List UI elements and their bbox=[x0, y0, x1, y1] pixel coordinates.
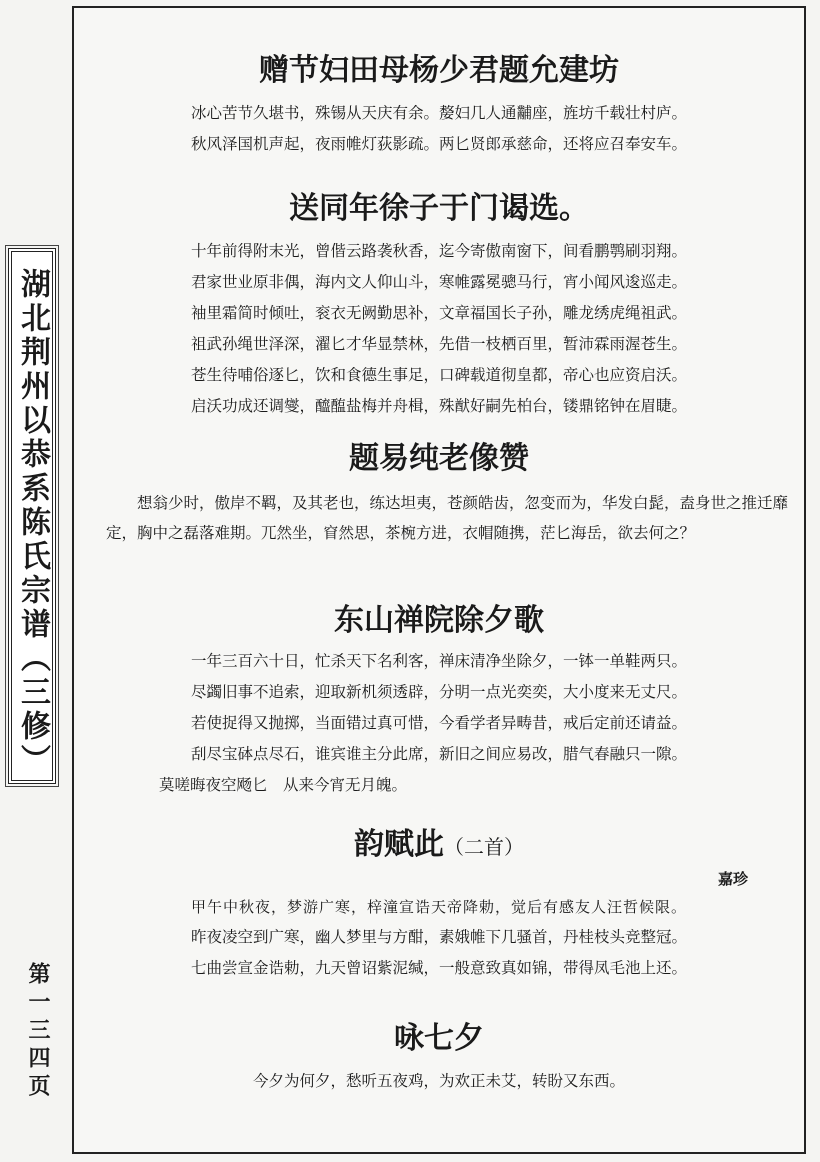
poem-title: 题易纯老像赞 bbox=[349, 441, 529, 476]
poem-section-5 bbox=[76, 826, 802, 984]
poem-line: 一年三百六十日，忙杀天下名利客，禅床清净坐除夕，一钵一单鞋两只。 bbox=[190, 652, 687, 670]
genealogy-title: 湖北荆州以恭系陈氏宗谱（三修） bbox=[15, 268, 50, 778]
side-spine bbox=[0, 0, 70, 1162]
poem-author: 嘉珍 bbox=[717, 870, 748, 888]
poem-section-2 bbox=[76, 190, 802, 422]
poem-title: 咏七夕 bbox=[394, 1021, 484, 1056]
poem-section-3 bbox=[76, 440, 802, 548]
poem-line: 苍生待哺俗逐匕，饮和食德生事足，口碑载道彻皇都，帝心也应资启沃。 bbox=[190, 366, 687, 384]
poem-title: 东山禅院除夕歌 bbox=[334, 603, 544, 638]
poem-title bbox=[76, 826, 802, 866]
poem-line: 昨夜凌空到广寒，幽人梦里与方酣，素娥帷下几骚首，丹桂枝头竞整冠。 bbox=[190, 928, 687, 946]
poem-section-4 bbox=[76, 602, 802, 801]
poem-title: 赠节妇田母杨少君题允建坊 bbox=[259, 53, 619, 88]
poem-line: 袖里霜简时倾吐，衮衣无阙勤思补，文章福国长子孙，雕龙绣虎绳祖武。 bbox=[190, 304, 687, 322]
poem-line: 莫嗟晦夜空飏匕 从来今宵无月魄。 bbox=[159, 776, 408, 794]
poem-line: 君家世业原非偶，海内文人仰山斗，寒帷露冕骢马行，宵小闻风逡巡走。 bbox=[190, 273, 687, 291]
page-number: 第一三四页 bbox=[25, 962, 51, 1102]
poem-line: 十年前得附末光，曾偕云路袭秋香，迄今寄傲南窗下，间看鹏鹗刷羽翔。 bbox=[190, 242, 687, 260]
poem-line: 若使捉得又抛掷，当面错过真可惜，今看学者异畴昔，戒后定前还请益。 bbox=[190, 714, 687, 732]
poem-line: 尽蠲旧事不追索，迎取新机须透辟，分明一点光奕奕，大小度来无丈尺。 bbox=[190, 683, 687, 701]
spine-title-box bbox=[8, 248, 56, 784]
poem-line: 启沃功成还调燮，醯醢盐梅并舟楫，殊猷好嗣先柏台，镂鼎铭钟在眉睫。 bbox=[190, 397, 687, 415]
poem-line: 祖武孙绳世泽深，濯匕才华显禁林，先借一枝栖百里，暂沛霖雨渥苍生。 bbox=[190, 335, 687, 353]
poem-line: 七曲尝宣金诰勅，九天曾诏紫泥缄，一般意致真如锦，带得凤毛池上还。 bbox=[190, 959, 687, 977]
poem-title-text: 韵赋此 bbox=[354, 827, 444, 862]
poem-line: 冰心苦节久堪书，殊锡从天庆有余。嫠妇几人通黼座，旌坊千载壮村庐。 bbox=[190, 104, 687, 122]
poem-section-6 bbox=[76, 1020, 802, 1097]
poem-title: 送同年徐子于门谒选。 bbox=[289, 191, 589, 226]
poem-line: 秋风泽国机声起，夜雨帷灯荻影疏。两匕贤郎承慈命，还将应召奉安车。 bbox=[190, 135, 687, 153]
poem-line: 刮尽宝砵点尽石，谁宾谁主分此席，新旧之间应易改，腊气春融只一隙。 bbox=[190, 745, 687, 763]
poem-line: 今夕为何夕，愁听五夜鸡，为欢正未艾，转盼又东西。 bbox=[252, 1072, 625, 1090]
poem-section-1 bbox=[76, 52, 802, 160]
poem-subtitle: （二首） bbox=[444, 835, 524, 859]
poem-preface: 甲午中秋夜，梦游广寒，梓潼宣诰天帝降勅，觉后有感友人汪哲候限。 bbox=[190, 898, 687, 916]
prose-paragraph: 想翁少时，傲岸不羁，及其老也，练达坦夷，苍颜皓齿，忽变而为，华发白髭，盍身世之推迁靡定，胸中之磊落难期。兀然坐，窅然思，茶椀方进，衣帽随携，茫匕海岳，欲去何之？ bbox=[106, 494, 789, 542]
